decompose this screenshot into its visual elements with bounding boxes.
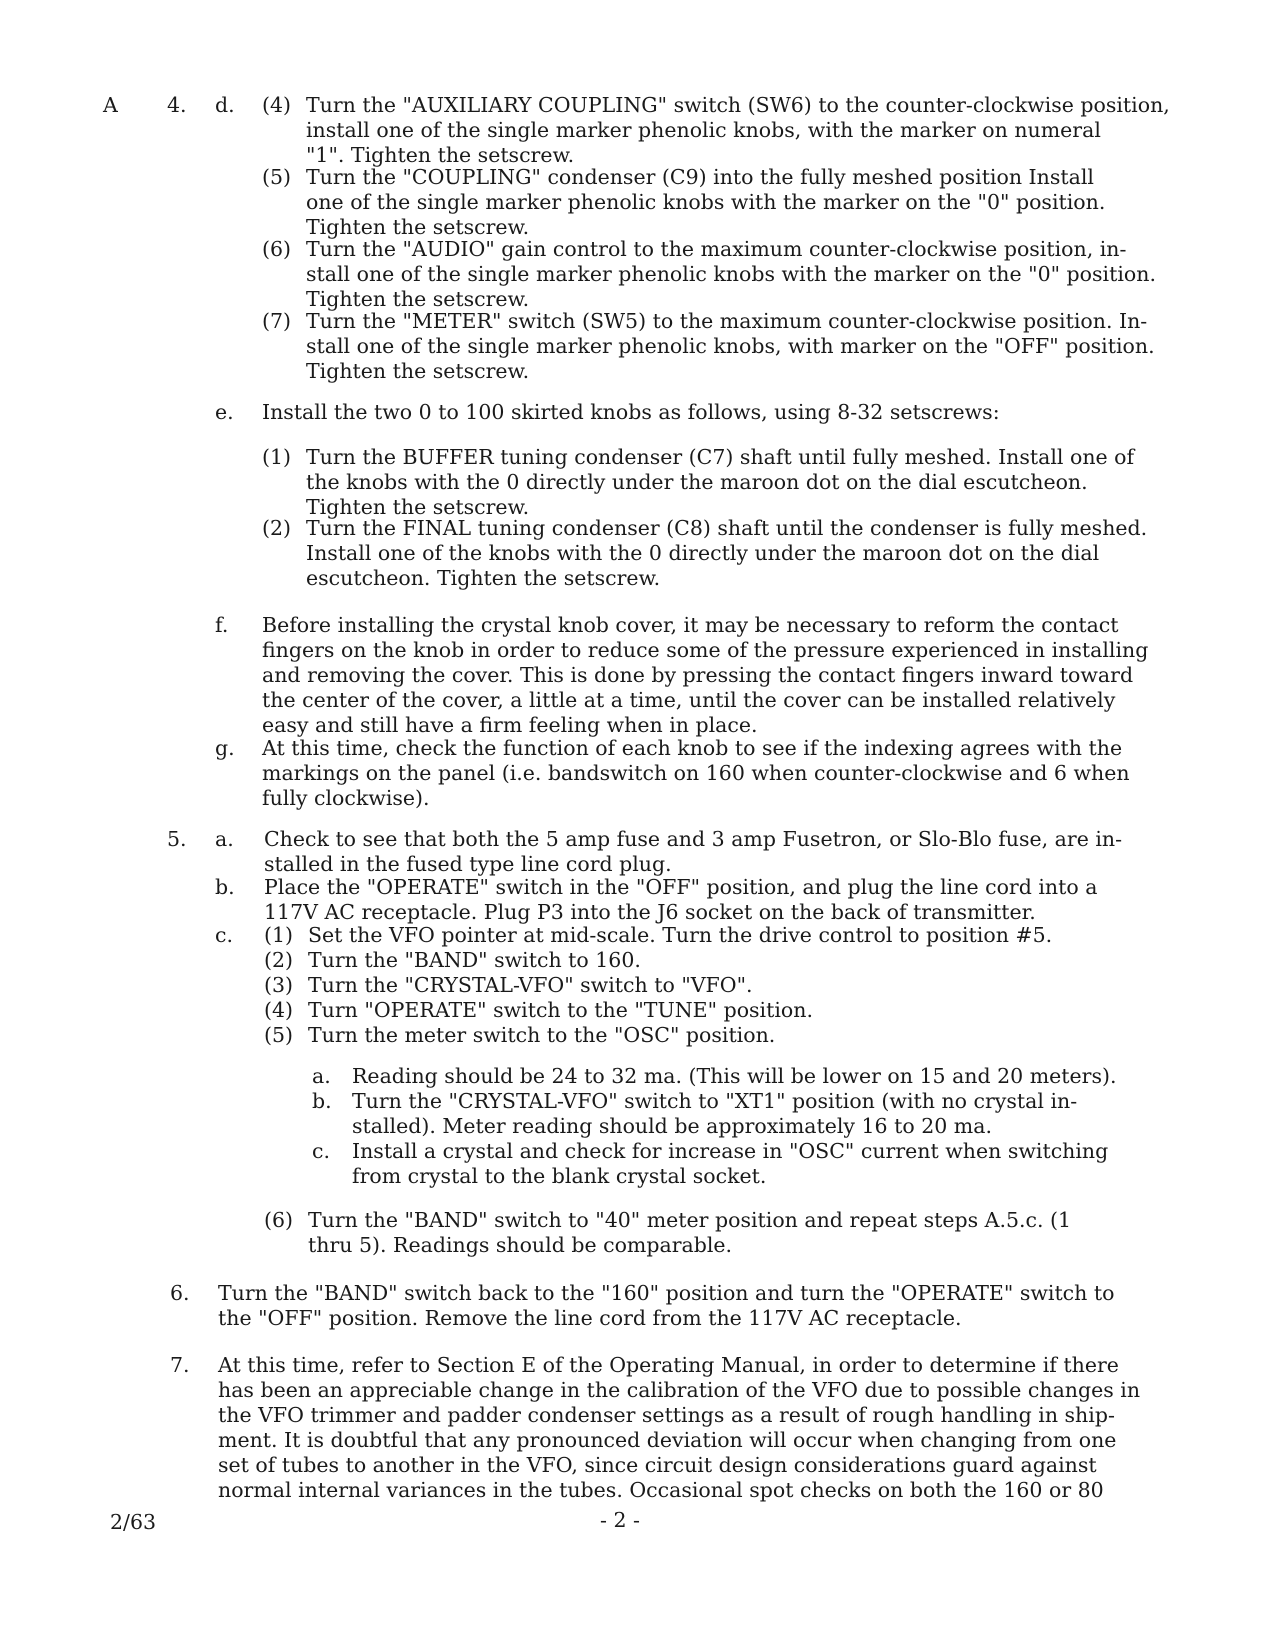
text-line: escutcheon. Tighten the setscrew. bbox=[306, 566, 661, 590]
item-number: (3) bbox=[264, 973, 294, 997]
step-5a-text bbox=[264, 827, 1122, 877]
text-line: Turn the BUFFER tuning condenser (C7) shaft until fully meshed. Install one of bbox=[306, 445, 1135, 469]
text-line: Place the "OPERATE" switch in the "OFF" position, and plug the line cord into a bbox=[264, 875, 1098, 899]
step-5b-text bbox=[264, 875, 1097, 925]
text-line: Reading should be 24 to 32 ma. (This will be lower on 15 and 20 meters). bbox=[352, 1064, 1117, 1088]
text-line: Check to see that both the 5 amp fuse and 3 amp Fusetron, or Slo-Blo fuse, are in- bbox=[264, 827, 1123, 851]
item-text: Turn the "CRYSTAL-VFO" switch to "VFO". bbox=[308, 973, 753, 997]
text-line: stall one of the single marker phenolic knobs, with marker on the "OFF" position. bbox=[306, 334, 1155, 358]
text-line: Turn the FINAL tuning condenser (C8) shaft until the condenser is fully meshed. bbox=[306, 516, 1148, 540]
text-line: install one of the single marker phenolic knobs, with the marker on numeral bbox=[306, 118, 1101, 142]
text-line: and removing the cover. This is done by pressing the contact fingers inward toward bbox=[262, 663, 1134, 687]
text-line: Turn the "AUXILIARY COUPLING" switch (SW6) to the counter-clockwise position, bbox=[306, 93, 1170, 117]
text-line: Install one of the knobs with the 0 directly under the maroon dot on the dial bbox=[306, 541, 1100, 565]
item-text: Turn the meter switch to the "OSC" position. bbox=[308, 1023, 776, 1047]
item-number: (4) bbox=[264, 998, 294, 1022]
step-5b-label: b. bbox=[215, 875, 235, 899]
step-4e-label: e. bbox=[215, 400, 234, 424]
item-number: (2) bbox=[262, 516, 292, 540]
step-4d-label: d. bbox=[215, 93, 235, 117]
text-line: Turn the "BAND" switch back to the "160" position and turn the "OPERATE" switch to bbox=[218, 1281, 1115, 1305]
step-7-text bbox=[218, 1353, 1140, 1503]
section-letter: A bbox=[103, 93, 118, 117]
step-4g-text bbox=[262, 736, 1130, 811]
text-line: set of tubes to another in the VFO, since circuit design considerations guard against bbox=[218, 1453, 1097, 1477]
step-4f-text bbox=[262, 613, 1148, 738]
text-line: Tighten the setscrew. bbox=[306, 215, 530, 239]
text-line: normal internal variances in the tubes. Occasional spot checks on both the 160 or 80 bbox=[218, 1478, 1104, 1502]
footer-date: 2/63 bbox=[110, 1510, 157, 1534]
text-line: Tighten the setscrew. bbox=[306, 495, 530, 519]
text-line: Turn the "AUDIO" gain control to the maximum counter-clockwise position, in- bbox=[306, 237, 1127, 261]
item-text: Set the VFO pointer at mid-scale. Turn the drive control to position #5. bbox=[308, 923, 1053, 947]
text-line: the VFO trimmer and padder condenser settings as a result of rough handling in ship- bbox=[218, 1403, 1115, 1427]
text-line: the center of the cover, a little at a time, until the cover can be installed relatively bbox=[262, 688, 1116, 712]
item-number: (5) bbox=[262, 165, 292, 189]
text-line: stall one of the single marker phenolic knobs with the marker on the "0" position. bbox=[306, 262, 1156, 286]
text-line: Turn the "CRYSTAL-VFO" switch to "XT1" position (with no crystal in- bbox=[352, 1089, 1078, 1113]
text-line: fully clockwise). bbox=[262, 786, 430, 810]
step-5-number: 5. bbox=[167, 827, 187, 851]
item-number: (6) bbox=[264, 1208, 294, 1232]
text-line: 117V AC receptacle. Plug P3 into the J6 socket on the back of transmitter. bbox=[264, 900, 1036, 924]
step-4e-intro: Install the two 0 to 100 skirted knobs as follows, using 8-32 setscrews: bbox=[262, 400, 1000, 424]
item-number: (4) bbox=[262, 93, 292, 117]
item-number: (6) bbox=[262, 237, 292, 261]
step-6-text bbox=[218, 1281, 1114, 1331]
item-number: (1) bbox=[264, 923, 294, 947]
text-line: has been an appreciable change in the calibration of the VFO due to possible changes in bbox=[218, 1378, 1141, 1402]
item-number: c. bbox=[312, 1139, 330, 1163]
step-4f-label: f. bbox=[215, 613, 229, 637]
item-number: (2) bbox=[264, 948, 294, 972]
step-5a-label: a. bbox=[215, 827, 234, 851]
text-line: thru 5). Readings should be comparable. bbox=[308, 1233, 733, 1257]
text-line: Turn the "BAND" switch to "40" meter position and repeat steps A.5.c. (1 bbox=[308, 1208, 1072, 1232]
text-line: Turn the "METER" switch (SW5) to the maximum counter-clockwise position. In- bbox=[306, 309, 1148, 333]
step-6-number: 6. bbox=[170, 1281, 190, 1305]
text-line: Tighten the setscrew. bbox=[306, 287, 530, 311]
text-line: At this time, check the function of each knob to see if the indexing agrees with the bbox=[262, 736, 1123, 760]
text-line: stalled). Meter reading should be approximately 16 to 20 ma. bbox=[352, 1114, 992, 1138]
text-line: the "OFF" position. Remove the line cord from the 117V AC receptacle. bbox=[218, 1306, 962, 1330]
text-line: one of the single marker phenolic knobs with the marker on the "0" position. bbox=[306, 190, 1106, 214]
text-line: Before installing the crystal knob cover, it may be necessary to reform the contact bbox=[262, 613, 1119, 637]
item-number: (5) bbox=[264, 1023, 294, 1047]
text-line: from crystal to the blank crystal socket. bbox=[352, 1164, 767, 1188]
step-7-number: 7. bbox=[170, 1353, 190, 1377]
text-line: the knobs with the 0 directly under the maroon dot on the dial escutcheon. bbox=[306, 470, 1088, 494]
item-number: b. bbox=[312, 1089, 332, 1113]
text-line: easy and still have a firm feeling when in place. bbox=[262, 713, 758, 737]
text-line: Tighten the setscrew. bbox=[306, 359, 530, 383]
page-number: - 2 - bbox=[600, 1508, 640, 1532]
item-number: a. bbox=[312, 1064, 331, 1088]
text-line: ment. It is doubtful that any pronounced deviation will occur when changing from one bbox=[218, 1428, 1117, 1452]
text-line: Install a crystal and check for increase in "OSC" current when switching bbox=[352, 1139, 1109, 1163]
step-5c-label: c. bbox=[215, 923, 233, 947]
text-line: markings on the panel (i.e. bandswitch on 160 when counter-clockwise and 6 when bbox=[262, 761, 1130, 785]
item-number: (1) bbox=[262, 445, 292, 469]
text-line: Turn the "COUPLING" condenser (C9) into the fully meshed position Install bbox=[306, 165, 1094, 189]
item-text: Turn "OPERATE" switch to the "TUNE" position. bbox=[308, 998, 813, 1022]
text-line: "1". Tighten the setscrew. bbox=[306, 143, 575, 167]
step-4-number: 4. bbox=[167, 93, 187, 117]
text-line: stalled in the fused type line cord plug. bbox=[264, 852, 672, 876]
text-line: fingers on the knob in order to reduce some of the pressure experienced in installing bbox=[262, 638, 1149, 662]
text-line: At this time, refer to Section E of the Operating Manual, in order to determine if there bbox=[218, 1353, 1119, 1377]
item-number: (7) bbox=[262, 309, 292, 333]
step-4g-label: g. bbox=[215, 736, 235, 760]
item-text: Turn the "BAND" switch to 160. bbox=[308, 948, 641, 972]
